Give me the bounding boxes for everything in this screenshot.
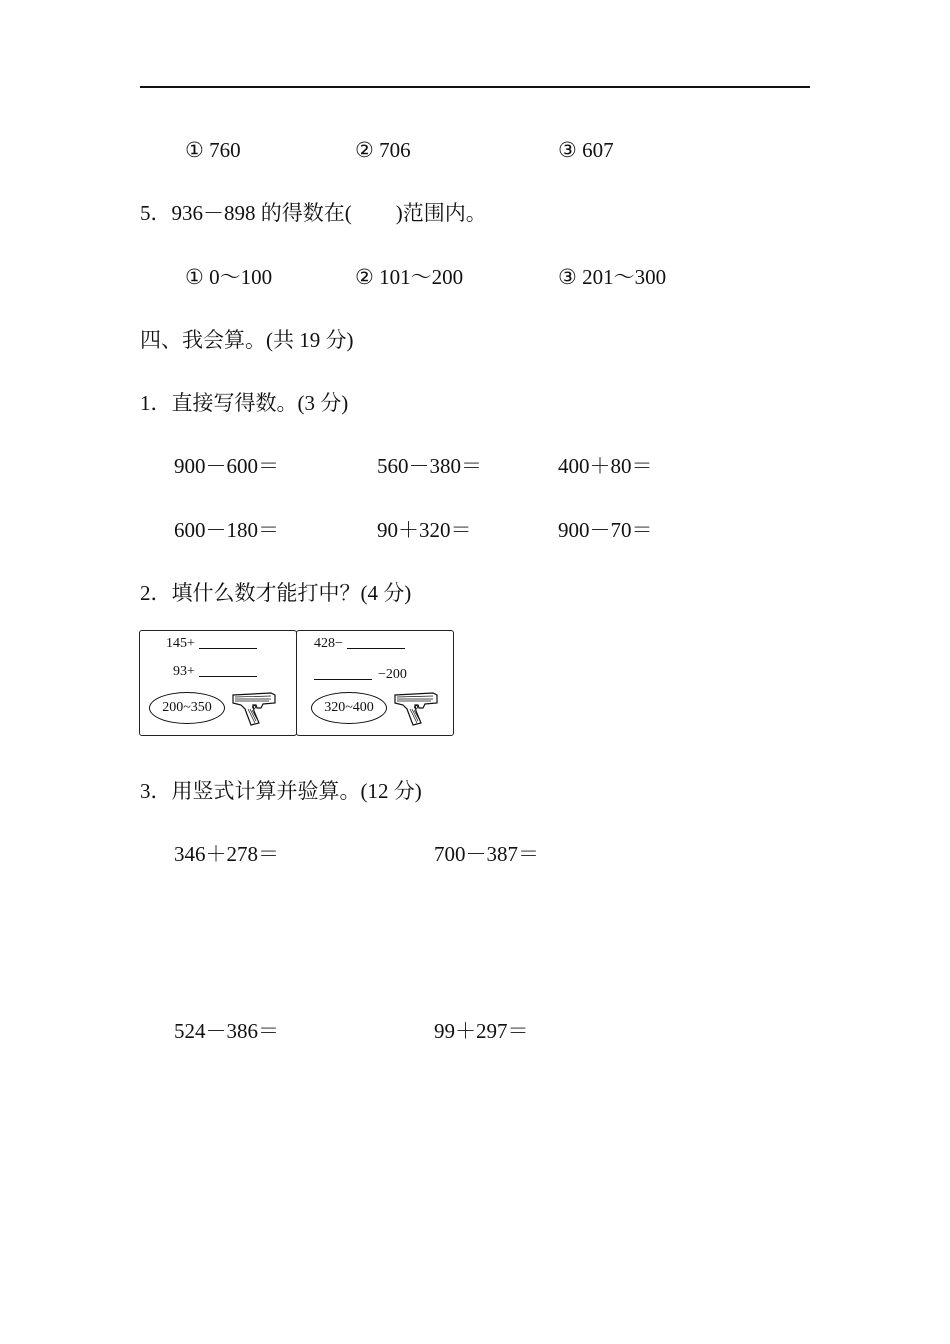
vertical-calc-item: 524－386＝: [174, 1019, 279, 1043]
target-panel-left: [139, 630, 297, 736]
left-line1-label: 145+: [166, 636, 195, 651]
q5-option-3: ③ 201～300: [558, 265, 667, 289]
part3-title: 3．用竖式计算并验算。(12 分): [140, 779, 422, 803]
left-range-label: 200~350: [162, 700, 212, 715]
left-range-ellipse: [149, 692, 225, 724]
right-range-ellipse: [311, 692, 387, 724]
header-rule: [140, 86, 810, 88]
left-line2: [173, 665, 257, 679]
pistol-icon: [231, 689, 279, 727]
calc-item: 560－380＝: [377, 454, 482, 478]
left-line1-blank[interactable]: [199, 648, 257, 649]
right-line2-blank[interactable]: [314, 679, 372, 680]
q5-stem-before: 5．936－898 的得数在(: [140, 201, 352, 225]
vertical-calc-item: 99＋297＝: [434, 1019, 529, 1043]
q5-stem: [140, 203, 487, 224]
right-line1-label: 428−: [314, 636, 343, 651]
section4-title: 四、我会算。(共 19 分): [140, 328, 354, 352]
vertical-calc-item: 700－387＝: [434, 842, 539, 866]
q5-stem-after: )范围内。: [395, 201, 487, 225]
q5-option-1: ① 0～100: [185, 265, 273, 289]
target-panel-right: [296, 630, 454, 736]
part2-title: 2．填什么数才能打中？(4 分): [140, 581, 412, 605]
calc-item: 900－70＝: [558, 518, 653, 542]
right-line1: [314, 637, 405, 651]
calc-item: 900－600＝: [174, 454, 279, 478]
right-line2: [314, 668, 407, 682]
vertical-calc-item: 346＋278＝: [174, 842, 279, 866]
calc-item: 400＋80＝: [558, 454, 653, 478]
q5-option-2: ② 101～200: [355, 265, 464, 289]
pistol-icon: [393, 689, 441, 727]
left-line2-label: 93+: [173, 664, 195, 679]
left-line1: [166, 637, 257, 651]
left-line2-blank[interactable]: [199, 676, 257, 677]
part1-title: 1．直接写得数。(3 分): [140, 391, 349, 415]
q4-option-2: ② 706: [355, 138, 411, 162]
right-range-label: 320~400: [324, 700, 374, 715]
right-line1-blank[interactable]: [347, 648, 405, 649]
calc-item: 90＋320＝: [377, 518, 472, 542]
right-line2-label: −200: [378, 667, 407, 682]
calc-item: 600－180＝: [174, 518, 279, 542]
q4-option-1: ① 760: [185, 138, 241, 162]
q4-option-3: ③ 607: [558, 138, 614, 162]
